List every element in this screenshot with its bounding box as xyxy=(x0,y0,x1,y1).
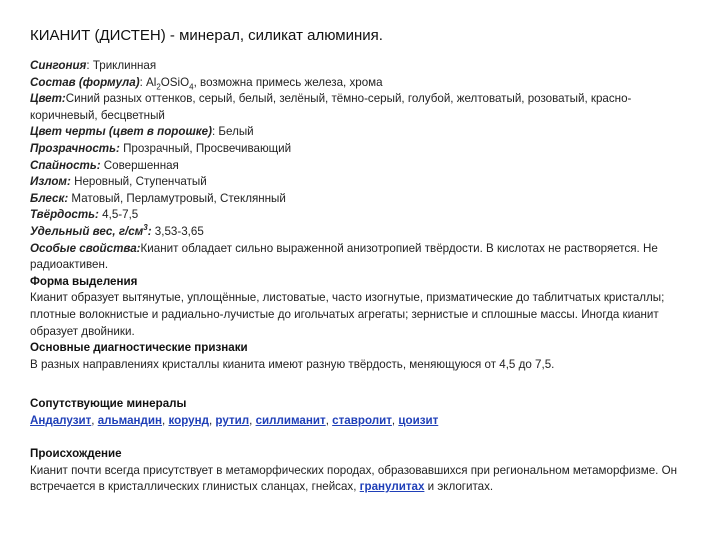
formula-sub-1: 2 xyxy=(156,81,161,91)
streak-value: Белый xyxy=(215,125,254,139)
luster-value: Матовый, Перламутровый, Стеклянный xyxy=(68,191,286,205)
origin-block xyxy=(30,446,692,496)
origin-text-after: и эклогитах. xyxy=(424,480,494,494)
link-andalusite[interactable]: Андалузит xyxy=(30,413,92,427)
hardness-label: Твёрдость: xyxy=(30,208,99,222)
luster-label: Блеск: xyxy=(30,191,69,205)
special-row xyxy=(30,241,692,274)
color-value: Синий разных оттенков, серый, белый, зелёный, тёмно-серый, голубой, желтоватый, розоватый, красно-коричневый, бесцветный xyxy=(30,92,632,122)
density-sup: 3 xyxy=(143,223,148,233)
origin-text-before: Кианит почти всегда присутствует в метаморфических породах, образовавшихся при региональном метаморфизме. Он встречается в кристаллических глинистых сланцах, гнейсах, xyxy=(30,463,678,494)
link-sillimanite[interactable]: силлиманит xyxy=(255,413,326,427)
properties-block xyxy=(30,58,692,373)
color-row xyxy=(30,91,692,124)
density-row: Удельный вес, $г/см^3$: 3,53-3,65 xyxy=(30,223,204,238)
syngony-value: Триклинная xyxy=(89,59,157,72)
formula-part-3: , возможна примесь железа, хрома xyxy=(193,75,383,89)
streak-row: Цвет черты (цвет в порошке): Белый xyxy=(30,125,254,139)
fracture-row xyxy=(30,174,692,191)
habit-heading: Форма выделения xyxy=(30,274,138,288)
formula-part-2: OSiO xyxy=(160,75,190,89)
cleavage-value: Совершенная xyxy=(100,158,179,172)
link-staurolite[interactable]: ставролит xyxy=(332,413,392,427)
cleavage-label: Спайность: xyxy=(30,158,101,172)
fracture-value: Неровный, Ступенчатый xyxy=(70,175,207,189)
associated-heading: Сопутствующие минералы xyxy=(30,397,187,410)
link-granulites[interactable]: гранулитах xyxy=(359,480,425,494)
syngony-row: Сингония: Триклинная xyxy=(30,59,157,72)
streak-label: Цвет черты (цвет в порошке) xyxy=(30,125,212,139)
link-zoisite[interactable]: цоизит xyxy=(398,413,439,427)
transparency-value: Прозрачный, Просвечивающий xyxy=(119,141,292,155)
hardness-row xyxy=(30,207,692,224)
associated-links: Андалузит, альмандин, корунд, рутил, силлиманит, ставролит, цоизит xyxy=(30,413,439,427)
syngony-label: Сингония xyxy=(30,59,87,72)
density-label: Удельный вес, г/см xyxy=(30,224,144,238)
formula-label: Состав (формула) xyxy=(30,75,140,89)
habit-text: Кианит образует вытянутые, уплощённые, листоватые, часто изогнутые, призматические до таблитчатых кристаллы; плотные волокнистые и радиально-лучистые до игольчатых агрегаты; зернистые и сплошные массы. Иногда кианит образует двойники. xyxy=(30,291,665,338)
link-almandine[interactable]: альмандин xyxy=(97,413,163,427)
hardness-value: 4,5-7,5 xyxy=(98,208,139,222)
associated-block xyxy=(30,396,692,429)
density-value: 3,53-3,65 xyxy=(151,224,204,238)
link-rutile[interactable]: рутил xyxy=(215,413,250,427)
origin-heading: Происхождение xyxy=(30,447,122,460)
luster-row xyxy=(30,191,692,208)
transparency-label: Прозрачность: xyxy=(30,141,120,155)
page-title: КИАНИТ (ДИСТЕН) - минерал, силикат алюминия. xyxy=(30,27,383,44)
fracture-label: Излом: xyxy=(30,175,71,189)
special-label: Особые свойства: xyxy=(30,241,141,255)
color-label: Цвет: xyxy=(30,92,66,106)
cleavage-row xyxy=(30,158,692,175)
link-corundum[interactable]: корунд xyxy=(168,413,209,427)
transparency-row xyxy=(30,141,692,158)
formula-part-1: Al xyxy=(142,75,157,89)
special-value: Кианит обладает сильно выраженной анизотропией твёрдости. В кислотах не растворяется. Не радиоактивен. xyxy=(30,241,658,272)
origin-text xyxy=(30,463,692,496)
diagnostic-heading: Основные диагностические признаки xyxy=(30,341,248,355)
diagnostic-text: В разных направлениях кристаллы кианита имеют разную твёрдость, меняющуюся от 4,5 до 7,5. xyxy=(30,357,555,371)
formula-row: Состав (формула): $Al_2OSiO_4$, возможна примесь железа, хрома xyxy=(30,75,383,91)
formula-sub-2: 4 xyxy=(189,81,194,91)
